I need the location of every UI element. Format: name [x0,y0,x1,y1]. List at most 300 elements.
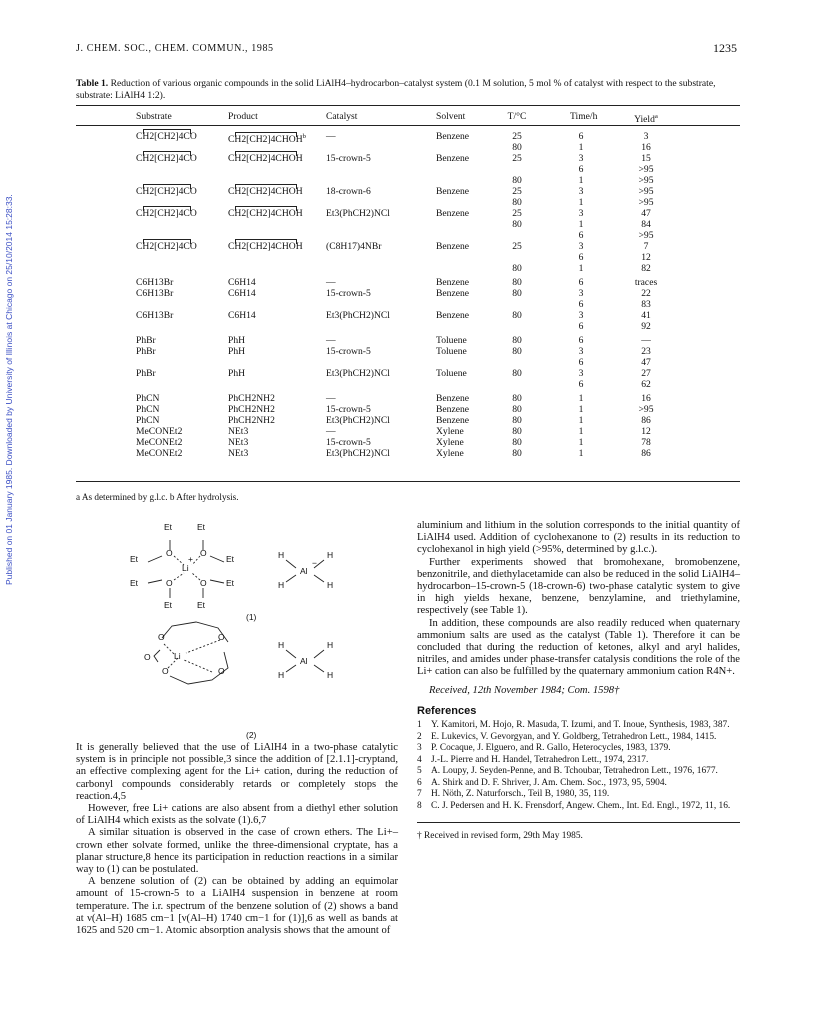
solvent-cell-text: Benzene [436,241,470,252]
solvent-cell [436,186,469,197]
catalyst-cell-text: 15-crown-5 [326,437,371,448]
solvent-cell-text: Benzene [436,208,470,219]
product-footnote-mark: b [302,133,306,140]
body-paragraph: It is generally believed that the use of LiAlH4 in a two-phase catalytic system is in principle not possible,3 since the addition of [2.1.1]-cryptand, an effective complexing agent for the Li+ cation, during the reduction of carbonyl compounds considerably retards or completely stops the reaction.4,5 [76,742,398,802]
yield-cell [624,346,668,357]
right-column [417,520,740,842]
product-cell-text: CH2[CH2]4CHOH [228,208,303,219]
ethyl-label: Et [226,554,235,564]
product-cell [228,404,275,415]
product-cell [228,393,275,404]
solvent-cell [436,241,469,252]
temperature-cell-text: 80 [512,277,522,288]
yield-cell [624,131,668,142]
temperature-cell-text: 80 [512,288,522,299]
temperature-cell-text: 25 [512,131,522,142]
yield-cell [624,219,668,230]
body-paragraph: aluminium and lithium in the solution corresponds to the initial quantity of LiAlH4 used. Addition of cyclohexanone to (2) results in its reduction to cyclohexanol in high yield (>95%, determined by g.l.c.). [417,520,740,556]
reference-text: C. J. Pedersen and H. K. Frensdorf, Angew. Chem., Int. Ed. Engl., 1972, 11, 16. [431,800,731,811]
solvent-cell-text: Toluene [436,335,467,346]
yield-cell-text: 27 [641,368,651,379]
temperature-cell [502,208,532,219]
solvent-cell [436,426,464,437]
body-paragraph: Further experiments showed that bromohexane, bromobenzene, benzonitrile, and diethylacetamide can also be reduced in the solid LiAlH4–hydrocarbon–15-crown-5 (18-crown-6) two-phase catalytic system to give in high yields hexane, benzene, benzylamine, and triethylamine, respectively (see Table 1). [417,556,740,617]
solvent-cell-text: Benzene [436,288,470,299]
substrate-cell [136,346,156,357]
time-cell-text: 3 [578,153,584,164]
reference-item [417,778,740,789]
product-cell-text: PhCH2NH2 [228,404,275,415]
reference-item [417,801,740,812]
product-cell-text: C6H14 [228,288,256,299]
reference-number: 6 [417,777,422,788]
table-top-rule [76,105,740,106]
product-cell-text: C6H14 [228,310,256,321]
product-cell [228,208,303,219]
table-label: Table 1. [76,78,109,89]
solvent-cell [436,404,469,415]
time-cell [570,197,592,208]
catalyst-cell [326,346,371,357]
time-cell [570,288,592,299]
substrate-cell [136,426,182,437]
yield-cell-text: 41 [641,310,651,321]
solvent-cell-text: Xylene [436,426,464,437]
hydrogen-label: H [327,580,334,590]
solvent-cell [436,393,469,404]
time-cell-text: 1 [578,415,584,426]
substrate-cell [136,335,156,346]
time-cell-text: 1 [578,426,584,437]
yield-cell-text: >95 [638,186,654,197]
hydrogen-label: H [278,670,285,680]
time-cell [570,277,592,288]
catalyst-cell-text: Et3(PhCH2)NCl [326,415,390,426]
product-cell-text: CH2[CH2]4CHOH [228,134,303,145]
header-product: Product [228,111,258,122]
temperature-cell-text: 25 [512,208,522,219]
substrate-cell-text: MeCONEt2 [136,426,183,437]
product-cell [228,288,256,299]
reference-text: A. Shirk and D. F. Shriver, J. Am. Chem. Soc., 1973, 95, 5904. [431,777,667,788]
time-cell-text: 3 [578,288,584,299]
substrate-cell [136,393,159,404]
temperature-cell-text: 80 [512,448,522,459]
yield-cell [624,208,668,219]
time-cell [570,175,592,186]
product-cell [228,335,245,346]
product-cell-text: PhCH2NH2 [228,415,275,426]
substrate-cell-text: PhBr [136,346,156,357]
product-cell-text: PhH [228,335,246,346]
ethyl-label: Et [164,522,173,532]
yield-cell-text: 16 [641,142,651,153]
reference-item [417,766,740,777]
yield-cell [624,437,668,448]
catalyst-cell [326,186,371,197]
substrate-cell-text: PhBr [136,368,156,379]
temperature-cell-text: 80 [512,175,522,186]
temperature-cell-text: 80 [512,142,522,153]
oxygen-label: O [144,652,151,662]
substrate-cell-text: CH2[CH2]4CO [136,208,197,219]
reference-item [417,789,740,800]
yield-cell [624,299,668,310]
yield-cell [624,175,668,186]
catalyst-cell-text: — [326,426,336,437]
table-header-rule [76,125,740,126]
temperature-cell [502,131,532,142]
time-cell-text: 6 [578,357,584,368]
product-cell [228,437,248,448]
product-cell-text: NEt3 [228,437,249,448]
oxygen-label: O [200,578,207,588]
solvent-cell-text: Xylene [436,437,464,448]
catalyst-cell [326,288,371,299]
time-cell [570,208,592,219]
catalyst-cell-text: — [326,335,336,346]
substrate-cell [136,131,197,142]
product-cell [228,241,303,252]
solvent-cell-text: Benzene [436,404,470,415]
ethyl-label: Et [197,522,206,532]
catalyst-cell-text: 15-crown-5 [326,288,371,299]
substrate-cell [136,288,173,299]
temperature-cell [502,277,532,288]
time-cell [570,252,592,263]
yield-cell-text: 3 [643,131,649,142]
product-cell [228,277,256,288]
time-cell [570,131,592,142]
aluminium-label: Al [300,656,308,666]
header-catalyst: Catalyst [326,111,358,122]
temperature-cell [502,288,532,299]
time-cell-text: 3 [578,310,584,321]
lithium-label: Li [182,563,189,573]
substrate-cell-text: C6H13Br [136,288,174,299]
time-cell-text: 1 [578,437,584,448]
yield-cell [624,197,668,208]
substrate-cell-text: PhCN [136,404,160,415]
time-cell [570,335,592,346]
temperature-cell-text: 80 [512,346,522,357]
time-cell-text: 1 [578,448,584,459]
yield-cell-text: 7 [643,241,649,252]
yield-cell-text: 12 [641,252,651,263]
solvent-cell [436,310,469,321]
table-bottom-rule [76,481,740,482]
header-temperature: T/°C [507,111,527,122]
substrate-cell [136,208,197,219]
substrate-cell [136,186,197,197]
reference-text: H. Nöth, Z. Naturforsch., Teil B, 1980, 35, 119. [431,789,610,800]
catalyst-cell [326,437,371,448]
product-cell-text: PhCH2NH2 [228,393,275,404]
yield-cell [624,368,668,379]
yield-cell-text: 47 [641,208,651,219]
temperature-cell [502,437,532,448]
yield-cell [624,310,668,321]
temperature-cell-text: 80 [512,335,522,346]
temperature-cell [502,448,532,459]
yield-cell [624,164,668,175]
temperature-cell [502,186,532,197]
catalyst-cell-text: (C8H17)4NBr [326,241,382,252]
aluminium-label: Al [300,566,308,576]
yield-cell [624,241,668,252]
substrate-cell [136,404,159,415]
yield-cell-text: 15 [641,153,651,164]
solvent-cell-text: Toluene [436,368,467,379]
time-cell-text: 1 [578,142,584,153]
solvent-cell-text: Benzene [436,153,470,164]
table-footnote: a As determined by g.l.c. b After hydrolysis. [76,492,239,502]
time-cell-text: 3 [578,241,584,252]
substrate-cell [136,241,197,252]
yield-cell [624,153,668,164]
solvent-cell-text: Benzene [436,186,470,197]
substrate-cell [136,448,182,459]
product-cell [228,426,248,437]
reference-number: 2 [417,731,422,742]
substrate-cell-text: MeCONEt2 [136,437,183,448]
reference-number: 4 [417,754,422,765]
reference-item [417,755,740,766]
time-cell [570,404,592,415]
product-cell-text: CH2[CH2]4CHOH [228,153,303,164]
running-head: J. CHEM. SOC., CHEM. COMMUN., 1985 [76,43,274,54]
catalyst-cell-text: Et3(PhCH2)NCl [326,310,390,321]
catalyst-cell-text: — [326,393,336,404]
solvent-cell-text: Xylene [436,448,464,459]
ethyl-label: Et [130,578,139,588]
product-cell-text: CH2[CH2]4CHOH [228,186,303,197]
header-yield [624,111,668,125]
revised-note: † Received in revised form, 29th May 1985. [417,830,583,841]
header-yield-mark: a [654,113,658,120]
yield-cell-text: >95 [638,230,654,241]
temperature-cell-text: 25 [512,186,522,197]
catalyst-cell-text: 15-crown-5 [326,153,371,164]
left-column [76,742,398,937]
ethyl-label: Et [197,600,206,610]
hydrogen-label: H [278,640,285,650]
reference-text: J.-L. Pierre and H. Handel, Tetrahedron Lett., 1974, 2317. [431,754,649,765]
time-cell-text: 1 [578,197,584,208]
time-cell-text: 6 [578,321,584,332]
time-cell [570,164,592,175]
yield-cell-text: — [641,335,651,346]
reference-number: 5 [417,766,422,777]
yield-cell [624,142,668,153]
time-cell [570,241,592,252]
temperature-cell [502,426,532,437]
time-cell [570,437,592,448]
time-cell [570,230,592,241]
ethyl-label: Et [226,578,235,588]
substrate-cell [136,153,197,164]
product-cell [228,346,245,357]
reference-number: 1 [417,720,422,731]
reference-item [417,743,740,754]
time-cell [570,321,592,332]
substrate-cell-text: C6H13Br [136,310,174,321]
catalyst-cell [326,335,336,346]
catalyst-cell [326,153,371,164]
temperature-cell-text: 80 [512,263,522,274]
solvent-cell [436,437,464,448]
catalyst-cell-text: — [326,131,336,142]
reference-number: 8 [417,800,422,811]
temperature-cell [502,310,532,321]
solvent-cell [436,448,464,459]
yield-cell [624,288,668,299]
catalyst-cell [326,448,390,459]
solvent-cell [436,131,469,142]
substrate-cell [136,277,173,288]
product-cell [228,415,275,426]
catalyst-cell [326,393,336,404]
temperature-cell [502,175,532,186]
catalyst-cell-text: Et3(PhCH2)NCl [326,208,390,219]
substrate-cell-text: CH2[CH2]4CO [136,241,197,252]
hydrogen-label: H [327,550,334,560]
catalyst-cell-text: Et3(PhCH2)NCl [326,368,390,379]
substrate-cell-text: PhBr [136,335,156,346]
temperature-cell-text: 80 [512,404,522,415]
compound-1-label: (1) [246,612,257,622]
temperature-cell [502,346,532,357]
time-cell [570,393,592,404]
received-date: Received, 12th November 1984; Com. 1598† [429,684,620,696]
solvent-cell-text: Benzene [436,131,470,142]
body-paragraph: A benzene solution of (2) can be obtained by adding an equimolar amount of 15-crown-5 to a LiAlH4 suspension in benzene at room temperature. The i.r. spectrum of the benzene solution of (2) shows a band at ν(Al–H) 1685 cm−1 [ν(Al–H) 1740 cm−1 for (1)],6 as well as bands at 1625 and 520 cm−1. Atomic absorption analysis shows that the amount of [76,876,398,937]
solvent-cell [436,288,469,299]
structure-drawing [100,518,400,748]
solvent-cell-text: Benzene [436,415,470,426]
product-cell-text: NEt3 [228,426,249,437]
reference-number: 3 [417,743,422,754]
time-cell-text: 3 [578,186,584,197]
yield-cell-text: >95 [638,404,654,415]
reference-text: Y. Kamitori, M. Hojo, R. Masuda, T. Izumi, and T. Inoue, Synthesis, 1983, 387. [431,720,730,731]
time-cell [570,186,592,197]
time-cell-text: 3 [578,346,584,357]
positive-charge: + [188,554,193,564]
temperature-cell-text: 80 [512,310,522,321]
temperature-cell [502,368,532,379]
time-cell-text: 6 [578,277,584,288]
temperature-cell [502,335,532,346]
oxygen-label: O [162,666,169,676]
header-yield-text: Yield [634,114,655,125]
time-cell-text: 6 [578,335,584,346]
reference-text: P. Cocaque, J. Elguero, and R. Gallo, Heterocycles, 1983, 1379. [431,743,671,754]
yield-cell [624,252,668,263]
temperature-cell-text: 25 [512,241,522,252]
temperature-cell [502,153,532,164]
catalyst-cell-text: — [326,277,336,288]
yield-cell-text: 12 [641,426,651,437]
substrate-cell-text: CH2[CH2]4CO [136,186,197,197]
substrate-cell [136,437,182,448]
catalyst-cell [326,208,390,219]
temperature-cell [502,219,532,230]
yield-cell-text: 83 [641,299,651,310]
product-cell-text: NEt3 [228,448,249,459]
download-watermark: Published on 01 January 1985. Downloaded by University of Illinois at Chicago on 25/10/2014 15:28:33. [4,194,14,586]
time-cell [570,299,592,310]
temperature-cell [502,404,532,415]
catalyst-cell [326,426,336,437]
solvent-cell [436,368,467,379]
catalyst-cell [326,131,336,142]
yield-cell-text: 23 [641,346,651,357]
yield-cell [624,230,668,241]
hydrogen-label: H [278,580,285,590]
temperature-cell-text: 80 [512,426,522,437]
structure-scheme [100,518,400,748]
yield-cell [624,426,668,437]
time-cell [570,368,592,379]
hydrogen-label: H [327,670,334,680]
time-cell-text: 6 [578,230,584,241]
product-cell-text: PhH [228,368,246,379]
hydrogen-label: H [327,640,334,650]
yield-cell-text: 47 [641,357,651,368]
solvent-cell-text: Benzene [436,277,470,288]
yield-cell-text: traces [634,277,658,288]
table-caption [76,78,740,102]
time-cell-text: 6 [578,164,584,175]
temperature-cell [502,197,532,208]
reference-item [417,720,740,731]
oxygen-label: O [166,548,173,558]
temperature-cell [502,393,532,404]
yield-cell-text: 84 [641,219,651,230]
yield-cell-text: 78 [641,437,651,448]
time-cell-text: 1 [578,393,584,404]
substrate-cell [136,415,159,426]
time-cell-text: 6 [578,131,584,142]
temperature-cell [502,241,532,252]
catalyst-cell-text: Et3(PhCH2)NCl [326,448,390,459]
product-cell-text: PhH [228,346,246,357]
lithium-label: Li [174,651,181,661]
temperature-cell [502,415,532,426]
catalyst-cell [326,415,390,426]
time-cell-text: 1 [578,219,584,230]
table-caption-text: Reduction of various organic compounds in the solid LiAlH4–hydrocarbon–catalyst system (0.1 M solution, 5 mol % of catalyst with respect to the substrate, substrate: LiAlH4 1:2). [76,78,716,101]
oxygen-label: O [166,578,173,588]
solvent-cell-text: Toluene [436,346,467,357]
time-cell [570,426,592,437]
temperature-cell [502,263,532,274]
oxygen-label: O [218,632,225,642]
time-cell [570,357,592,368]
temperature-cell-text: 80 [512,219,522,230]
yield-cell [624,415,668,426]
time-cell-text: 1 [578,175,584,186]
yield-cell-text: >95 [638,164,654,175]
header-time: Time/h [570,111,598,122]
yield-cell-text: 16 [641,393,651,404]
temperature-cell-text: 25 [512,153,522,164]
negative-charge: − [312,558,317,568]
substrate-cell-text: CH2[CH2]4CO [136,153,197,164]
catalyst-cell-text: 18-crown-6 [326,186,371,197]
body-paragraph: In addition, these compounds are also readily reduced when quaternary ammonium salts are used as the catalyst (Table 1). Therefore it can be concluded that during the reduction of ketones, alkyl and aryl halides, nitriles, and amides under phase-transfer catalysis conditions the role of the Li+ cation can also be fulfilled by the quaternary ammonium cation R4N+. [417,617,740,678]
